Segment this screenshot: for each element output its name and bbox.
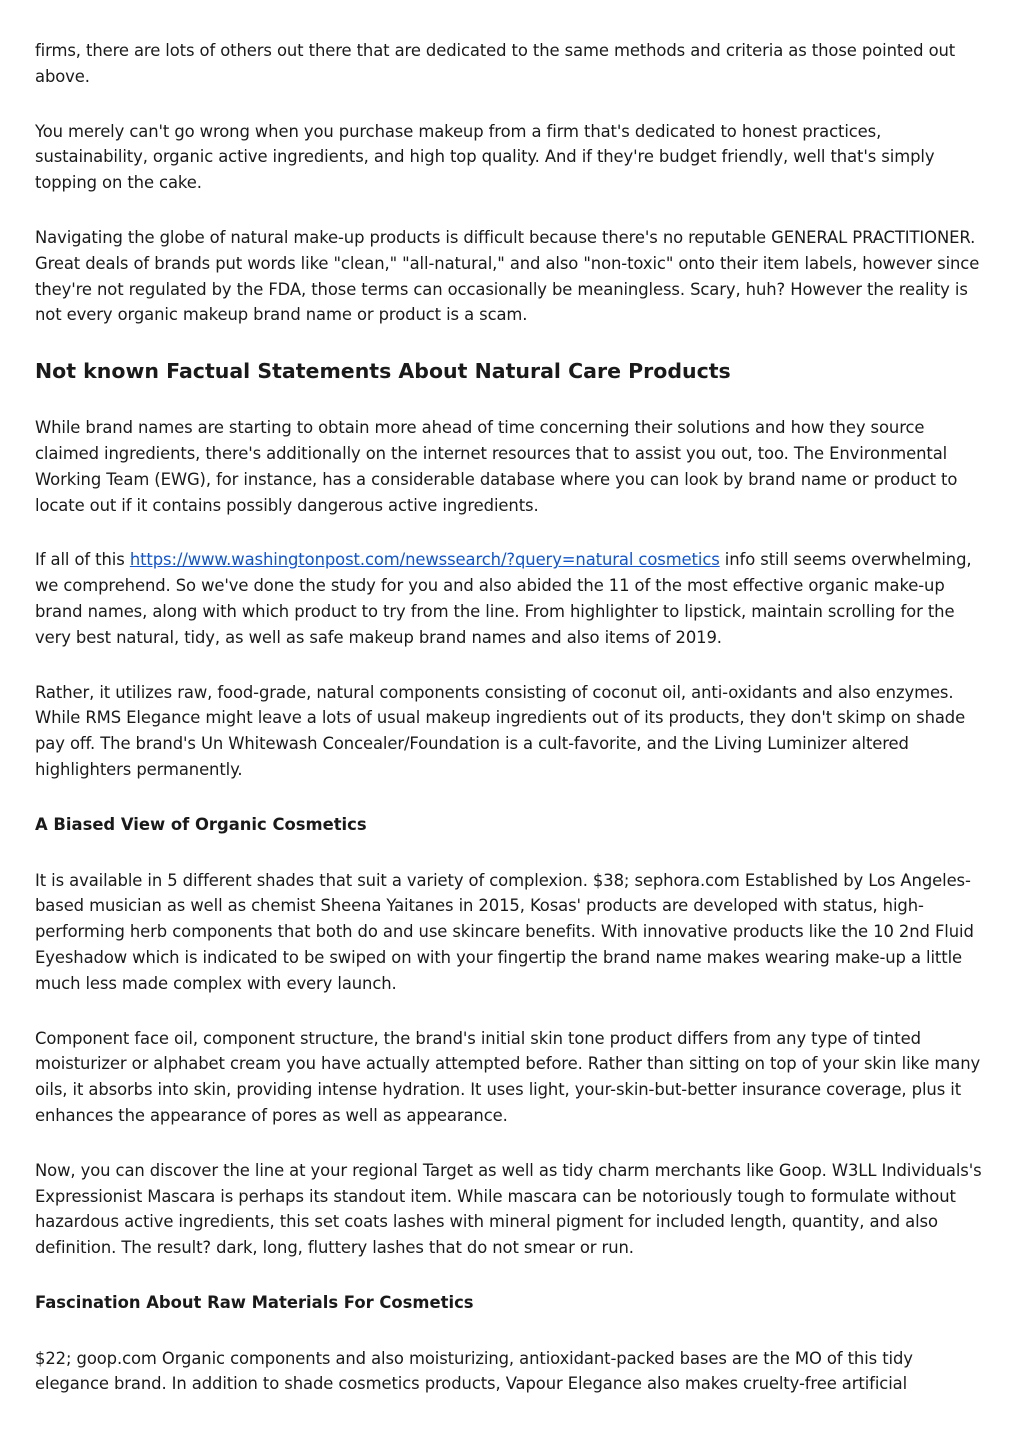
heading-organic-cosmetics: A Biased View of Organic Cosmetics — [35, 814, 367, 834]
paragraph-8: Component face oil, component structure, the brand's initial skin tone product differs from any type of tinted moisturizer or alphabet cream you have actually attempted before. Rather than sitting on top of your skin like many oils, it absorbs into skin, providing intense hydration. It uses light, your-skin-but-better insurance coverage, plus it enhances the appearance of pores as well as appearance. — [35, 1028, 981, 1125]
paragraph-2: You merely can't go wrong when you purchase makeup from a firm that's dedicated to honest practices, sustainability, organic active ingredients, and high top quality. And if they're budget friendly, well that's simply topping on the cake. — [35, 121, 935, 193]
paragraph-3: Navigating the globe of natural make-up products is difficult because there's no reputable GENERAL PRACTITIONER. Great deals of brands put words like "clean," "all-natural," and also "non-toxic" onto their item labels, however since they're not regulated by the FDA, those terms can occasionally be meaningless. Scary, huh? However the reality is not every organic makeup brand name or product is a scam. — [35, 227, 980, 325]
paragraph-6: Rather, it utilizes raw, food-grade, natural components consisting of coconut oil, anti-oxidants and also enzymes. While RMS Elegance might leave a lots of usual makeup ingredients out of its products, they don't skimp on shade pay off. The brand's Un Whitewash Concealer/Foundation is a cult-favorite, and the Living Luminizer altered highlighters permanently. — [35, 682, 966, 779]
heading-raw-materials: Fascination About Raw Materials For Cosmetics — [35, 1292, 474, 1312]
washingtonpost-link[interactable]: https://www.washingtonpost.com/newssearch/?query=natural cosmetics — [129, 550, 720, 570]
paragraph-5 — [35, 547, 990, 650]
paragraph-5-lead: If all of this — [35, 550, 130, 570]
paragraph-7: It is available in 5 different shades that suit a variety of complexion. $38; sephora.com Established by Los Angeles-based musician as well as chemist Sheena Yaitanes in 2015, Kosas' products are developed with status, high-performing herb components that both do and use skincare benefits. With innovative products like the 10 2nd Fluid Eyeshadow which is indicated to be swiped on with your fingertip the brand name makes wearing make-up a little much less made complex with every launch. — [35, 870, 974, 993]
paragraph-4: While brand names are starting to obtain more ahead of time concerning their solutions and how they source claimed ingredients, there's additionally on the internet resources that to assist you out, too. The Environmental Working Team (EWG), for instance, has a considerable database where you can look by brand name or product to locate out if it contains possibly dangerous active ingredients. — [35, 418, 958, 515]
paragraph-5-rest: info still seems overwhelming, we comprehend. So we've done the study for you and also abided the 11 of the most effective organic make-up brand names, along with which product to try from the line. From highlighter to lipstick, maintain scrolling for the very best natural, tidy, as well as safe makeup brand names and also items of 2019. — [35, 550, 972, 647]
paragraph-9: Now, you can discover the line at your regional Target as well as tidy charm merchants like Goop. W3LL Individuals's Expressionist Mascara is perhaps its standout item. While mascara can be notoriously tough to formulate without hazardous active ingredients, this set coats lashes with mineral pigment for included length, quantity, and also definition. The result? dark, long, fluttery lashes that do not smear or run. — [35, 1160, 982, 1258]
heading-natural-care-products: Not known Factual Statements About Natural Care Products — [35, 359, 731, 384]
paragraph-1: firms, there are lots of others out there that are dedicated to the same methods and criteria as those pointed out above. — [35, 41, 956, 86]
paragraph-10: $22; goop.com Organic components and also moisturizing, antioxidant-packed bases are the MO of this tidy elegance brand. In addition to shade cosmetics products, Vapour Elegance also makes cruelty-free artificial — [35, 1348, 913, 1394]
